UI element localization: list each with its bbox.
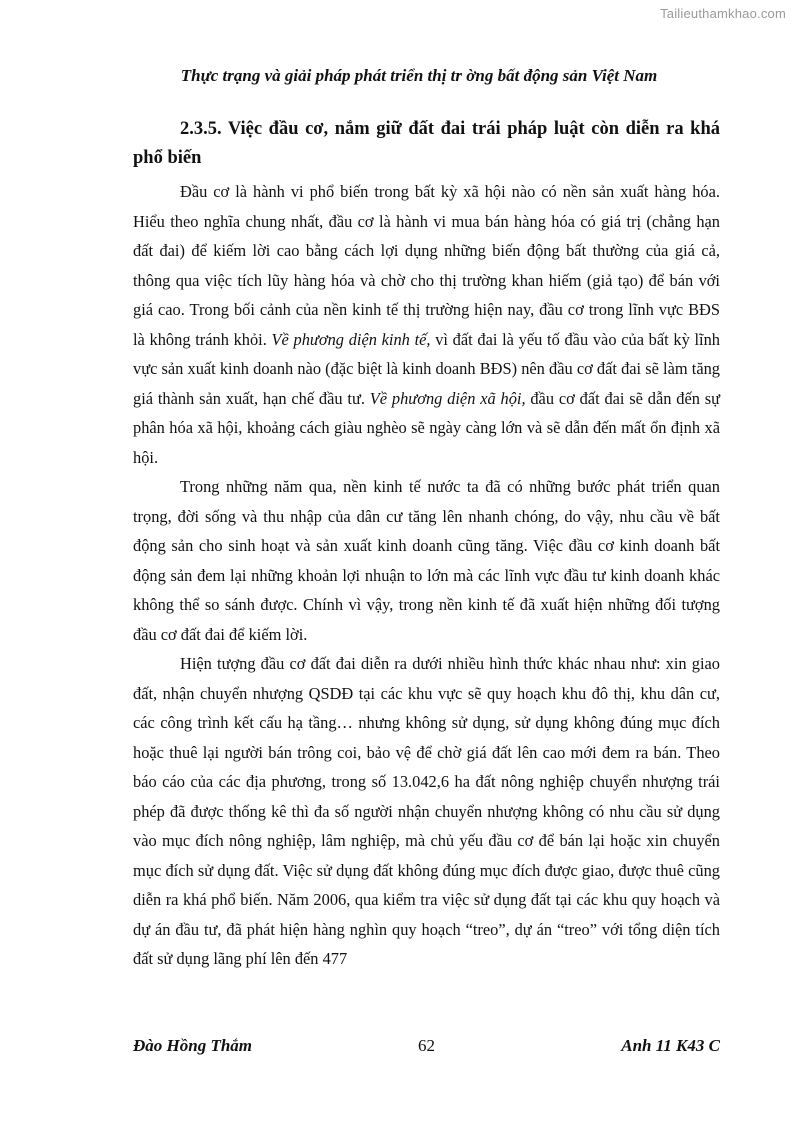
paragraph-2: Trong những năm qua, nền kinh tế nước ta đã có những bước phát triển quan trọng, đời sống và thu nhập của dân cư tăng lên nhanh chóng, do vậy, nhu cầu về bất động sản cho sinh hoạt và sản xuất kinh doanh cũng tăng. Việc đầu cơ kinh doanh bất động sản đem lại những khoản lợi nhuận to lớn mà các lĩnh vực đầu tư kinh doanh khác không thể so sánh được. Chính vì vậy, trong nền kinh tế đã xuất hiện những đối tượng đầu cơ đất đai để kiếm lời. — [133, 477, 720, 644]
paragraph-1 — [133, 177, 720, 472]
watermark: Tailieuthamkhao.com — [660, 6, 786, 21]
paragraph-1-text-c: vì đất đai là yếu tố đầu vào của bất kỳ lĩnh vực sản xuất kinh doanh nào (đặc biệt là kinh doanh BĐS) nên đầu cơ đất đai sẽ làm tăng giá thành sản xuất, hạn chế đầu tư. — [133, 329, 720, 408]
footer-class-code: Anh 11 K43 C — [621, 1036, 720, 1055]
section-heading: 2.3.5. Việc đầu cơ, nắm giữ đất đai trái pháp luật còn diễn ra khá phổ biến — [133, 119, 720, 168]
page-number: 62 — [418, 1036, 435, 1055]
paragraph-3: Hiện tượng đầu cơ đất đai diễn ra dưới nhiều hình thức khác nhau như: xin giao đất, nhận chuyển nhượng QSDĐ tại các khu vực sẽ quy hoạch khu đô thị, khu dân cư, các công trình kết cấu hạ tầng… nhưng không sử dụng, sử dụng không đúng mục đích hoặc thuê lại người bán trông coi, bảo vệ để chờ giá đất lên cao mới đem ra bán. Theo báo cáo của các địa phương, trong số 13.042,6 ha đất nông nghiệp chuyển nhượng trái phép đã được thống kê thì đa số người nhận chuyển nhượng không có nhu cầu sử dụng vào mục đích nông nghiệp, lâm nghiệp, mà chủ yếu đầu cơ để bán lại hoặc xin chuyển mục đích sử dụng đất. Việc sử dụng đất không đúng mục đích được giao, được thuê cũng diễn ra khá phổ biến. Năm 2006, qua kiểm tra việc sử dụng đất tại các khu quy hoạch và dự án đầu tư, đã phát hiện hàng nghìn quy hoạch “treo”, dự án “treo” với tổng diện tích đất sử dụng lãng phí lên đến 477 — [133, 654, 720, 968]
paragraph-1-text-e: đầu cơ đất đai sẽ dẫn đến sự phân hóa xã hội, khoảng cách giàu nghèo sẽ ngày càng lớn và sẽ dẫn đến mất ổn định xã hội. — [133, 388, 721, 467]
paragraph-1-text-a: Đầu cơ là hành vi phổ biến trong bất kỳ xã hội nào có nền sản xuất hàng hóa. Hiểu theo nghĩa chung nhất, đầu cơ là hành vi mua bán hàng hóa có giá trị (chẳng hạn đất đai) để kiếm lời cao bằng cách lợi dụng những biến động bất thường của giá cả, thông qua việc tích lũy hàng hóa và chờ cho thị trường khan hiếm (giả tạo) để bán với giá cao. Trong bối cảnh của nền kinh tế thị trường hiện nay, đầu cơ trong lĩnh vực BĐS là không tránh khỏi. — [133, 182, 720, 349]
running-header: Thực trạng và giải pháp phát triển thị tr ờng bất động sản Việt Nam — [180, 66, 658, 85]
footer-author: Đào Hồng Thắm — [133, 1036, 253, 1055]
body-text — [133, 177, 720, 974]
paragraph-1-italic-social: Về phương diện xã hội, — [369, 388, 526, 408]
paragraph-1-italic-economic: Về phương diện kinh tế, — [271, 329, 431, 349]
